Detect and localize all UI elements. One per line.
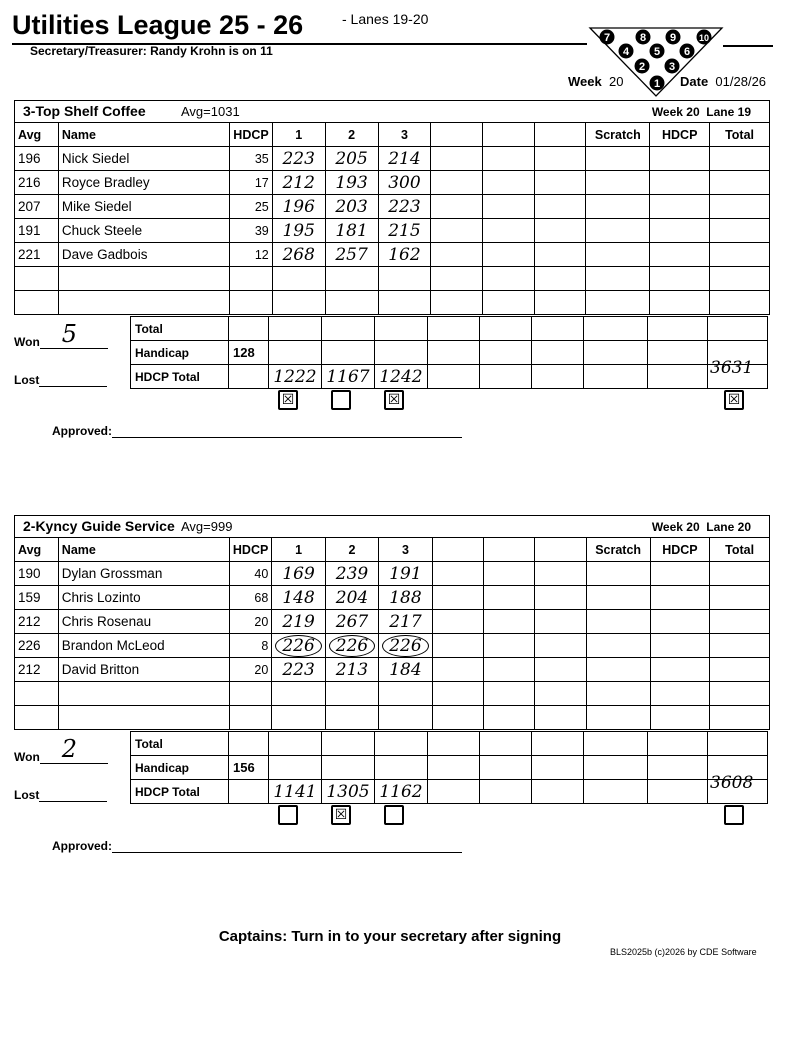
empty-cell[interactable]: [58, 682, 229, 706]
col-name: Name: [58, 538, 229, 562]
empty-cell[interactable]: [710, 706, 770, 730]
empty-cell[interactable]: [710, 219, 770, 243]
title-underline-right: [723, 45, 773, 47]
empty-cell[interactable]: [586, 267, 650, 291]
col-game-1: 1: [272, 538, 325, 562]
table-row: [15, 658, 770, 682]
game-2-score[interactable]: 193: [325, 171, 378, 195]
empty-cell[interactable]: [650, 195, 710, 219]
bowler-name: Dylan Grossman: [58, 562, 229, 586]
bowler-handicap: 20: [229, 610, 271, 634]
empty-cell[interactable]: [484, 682, 535, 706]
empty-cell[interactable]: [272, 706, 325, 730]
col-avg: Avg: [15, 123, 59, 147]
game-1-hdcp-total[interactable]: 1141: [269, 780, 322, 804]
bowler-handicap: 68: [229, 586, 271, 610]
game-2-hdcp-total[interactable]: 1305: [322, 780, 375, 804]
empty-cell[interactable]: [650, 243, 710, 267]
bowler-name: Chris Rosenau: [58, 610, 229, 634]
team-header: [14, 100, 770, 123]
game-2-score[interactable]: [325, 634, 378, 658]
empty-cell[interactable]: [535, 586, 586, 610]
empty-cell[interactable]: [325, 267, 378, 291]
total-label: Total: [131, 732, 229, 756]
empty-cell[interactable]: [535, 634, 586, 658]
empty-cell[interactable]: [710, 562, 770, 586]
empty-cell[interactable]: [535, 682, 586, 706]
empty-cell[interactable]: [15, 267, 59, 291]
game-1-score[interactable]: 148: [272, 586, 325, 610]
empty-cell[interactable]: [325, 706, 378, 730]
league-title: Utilities League 25 - 26: [12, 10, 304, 40]
empty-cell[interactable]: [534, 147, 586, 171]
week-lane: [652, 520, 751, 534]
empty-cell[interactable]: [710, 634, 770, 658]
table-row: [15, 586, 770, 610]
empty-cell[interactable]: [650, 634, 710, 658]
empty-cell[interactable]: [534, 219, 586, 243]
date-value: 01/28/26: [715, 74, 767, 89]
empty-cell[interactable]: [484, 706, 535, 730]
empty-cell[interactable]: [378, 291, 431, 315]
bowler-average: 221: [15, 243, 59, 267]
col-avg: Avg: [15, 538, 59, 562]
game-2-score[interactable]: 267: [325, 610, 378, 634]
score-table: [14, 122, 770, 315]
table-row: [15, 219, 770, 243]
empty-cell[interactable]: [586, 147, 650, 171]
approved-line: [52, 839, 462, 853]
column-header-row: [15, 123, 770, 147]
game-2-score[interactable]: 181: [325, 219, 378, 243]
bowler-handicap: 35: [230, 147, 272, 171]
empty-cell[interactable]: [230, 267, 272, 291]
total-label: Total: [131, 317, 229, 341]
col-blank: [535, 538, 586, 562]
team-name: 3-Top Shelf Coffee: [23, 103, 146, 119]
bowler-average: 190: [15, 562, 59, 586]
game-1-score[interactable]: 268: [272, 243, 325, 267]
game-2-checkbox[interactable]: ☒: [331, 805, 351, 825]
col-hdcp-total: HDCP: [650, 538, 710, 562]
approved-signature[interactable]: [112, 437, 462, 438]
empty-cell[interactable]: [15, 291, 59, 315]
team-header: [14, 515, 770, 538]
game-1-score[interactable]: [272, 634, 325, 658]
empty-cell[interactable]: [534, 291, 586, 315]
game-3-score[interactable]: 184: [379, 658, 432, 682]
lost-field: [14, 787, 107, 802]
handicap-label: Handicap: [131, 341, 229, 365]
col-blank: [483, 123, 535, 147]
bowler-average: 196: [15, 147, 59, 171]
game-2-score[interactable]: 205: [325, 147, 378, 171]
hdcp-total-label: HDCP Total: [131, 780, 229, 804]
table-row: [15, 267, 770, 291]
game-1-score[interactable]: 212: [272, 171, 325, 195]
week-lane: [652, 105, 751, 119]
week-value: 20: [608, 74, 624, 89]
empty-cell[interactable]: [586, 610, 650, 634]
game-3-score[interactable]: 162: [378, 243, 431, 267]
game-2-checkbox[interactable]: [331, 390, 351, 410]
bowler-name: Nick Siedel: [58, 147, 229, 171]
col-blank: [484, 538, 535, 562]
lanes-label: - Lanes 19-20: [342, 11, 429, 27]
hdcp-total-row: [131, 780, 768, 804]
date-label: Date: [680, 74, 709, 89]
game-2-score[interactable]: 204: [325, 586, 378, 610]
game-3-score[interactable]: 188: [379, 586, 432, 610]
empty-cell[interactable]: [586, 706, 650, 730]
pin-10: 10: [698, 33, 710, 43]
circled-score: 226: [382, 635, 428, 657]
total-checkbox[interactable]: ☒: [724, 390, 744, 410]
grand-total: 3608: [710, 773, 754, 793]
game-2-score[interactable]: 257: [325, 243, 378, 267]
total-checkbox[interactable]: [724, 805, 744, 825]
column-header-row: [15, 538, 770, 562]
empty-cell[interactable]: [58, 267, 229, 291]
pin-3: 3: [668, 61, 676, 73]
game-3-score[interactable]: 223: [378, 195, 431, 219]
empty-cell[interactable]: [483, 171, 535, 195]
empty-cell[interactable]: [15, 706, 59, 730]
bowler-handicap: 17: [230, 171, 272, 195]
empty-cell[interactable]: [431, 243, 483, 267]
empty-cell[interactable]: [483, 267, 535, 291]
bowler-handicap: 25: [230, 195, 272, 219]
game-1-checkbox[interactable]: ☒: [278, 390, 298, 410]
col-game-3: 3: [379, 538, 432, 562]
table-row: [15, 706, 770, 730]
won-input[interactable]: [40, 320, 108, 349]
approved-label: Approved:: [52, 424, 112, 438]
empty-cell[interactable]: [650, 586, 710, 610]
table-row: [15, 634, 770, 658]
totals-table: [130, 316, 768, 389]
won-value: 2: [61, 735, 78, 763]
empty-cell[interactable]: [535, 658, 586, 682]
empty-cell[interactable]: [431, 267, 483, 291]
empty-cell[interactable]: [432, 634, 483, 658]
empty-cell[interactable]: [272, 267, 325, 291]
empty-cell[interactable]: [379, 706, 432, 730]
empty-cell[interactable]: [484, 586, 535, 610]
bowler-name: Dave Gadbois: [58, 243, 229, 267]
col-game-1: 1: [272, 123, 325, 147]
empty-cell[interactable]: [431, 291, 483, 315]
pin-5: 5: [653, 46, 661, 58]
empty-cell[interactable]: [432, 610, 483, 634]
empty-cell[interactable]: [586, 634, 650, 658]
hdcp-total-label: HDCP Total: [131, 365, 229, 389]
game-3-hdcp-total[interactable]: 1162: [375, 780, 428, 804]
approved-signature[interactable]: [112, 852, 462, 853]
game-3-score[interactable]: 214: [378, 147, 431, 171]
captains-instruction: Captains: Turn in to your secretary after signing: [218, 928, 562, 945]
lost-field: [14, 372, 107, 387]
col-game-2: 2: [325, 538, 378, 562]
empty-cell[interactable]: [650, 658, 710, 682]
pin-1: 1: [653, 78, 661, 90]
empty-cell[interactable]: [710, 171, 770, 195]
handicap-row: [131, 756, 768, 780]
won-field: [14, 735, 108, 764]
copyright: BLS2025b (c)2026 by CDE Software: [610, 947, 757, 957]
bowler-handicap: 12: [230, 243, 272, 267]
total-row: [131, 317, 768, 341]
empty-cell[interactable]: [432, 562, 483, 586]
empty-cell[interactable]: [586, 171, 650, 195]
col-name: Name: [58, 123, 229, 147]
game-1-score[interactable]: 219: [272, 610, 325, 634]
empty-cell[interactable]: [710, 610, 770, 634]
empty-cell[interactable]: [534, 243, 586, 267]
col-blank: [431, 123, 483, 147]
empty-cell[interactable]: [272, 291, 325, 315]
approved-label: Approved:: [52, 839, 112, 853]
empty-cell[interactable]: [483, 219, 535, 243]
empty-cell[interactable]: [484, 634, 535, 658]
game-2-hdcp-total[interactable]: 1167: [322, 365, 375, 389]
empty-cell[interactable]: [325, 682, 378, 706]
empty-cell[interactable]: [484, 562, 535, 586]
empty-cell[interactable]: [432, 586, 483, 610]
handicap-label: Handicap: [131, 756, 229, 780]
empty-cell[interactable]: [229, 682, 271, 706]
secretary-line: Secretary/Treasurer: Randy Krohn is on 11: [30, 44, 273, 58]
empty-cell[interactable]: [650, 147, 710, 171]
hdcp-total-row: [131, 365, 768, 389]
game-3-score[interactable]: 217: [379, 610, 432, 634]
game-1-hdcp-total[interactable]: 1222: [269, 365, 322, 389]
bowler-average: 191: [15, 219, 59, 243]
bowler-average: 212: [15, 658, 59, 682]
col-hdcp: HDCP: [230, 123, 272, 147]
team-handicap: 128: [229, 341, 269, 365]
empty-cell[interactable]: [230, 291, 272, 315]
empty-cell[interactable]: [650, 706, 710, 730]
game-3-score[interactable]: [379, 634, 432, 658]
empty-cell[interactable]: [431, 219, 483, 243]
table-row: [15, 562, 770, 586]
empty-cell[interactable]: [586, 219, 650, 243]
empty-cell[interactable]: [710, 147, 770, 171]
bowler-handicap: 20: [229, 658, 271, 682]
empty-cell[interactable]: [710, 682, 770, 706]
card-lane: Lane 20: [706, 520, 751, 534]
bowler-name: Brandon McLeod: [58, 634, 229, 658]
circled-score: 226: [275, 635, 321, 657]
empty-cell[interactable]: [586, 682, 650, 706]
game-1-score[interactable]: 195: [272, 219, 325, 243]
empty-cell[interactable]: [534, 195, 586, 219]
pin-6: 6: [683, 46, 691, 58]
empty-cell[interactable]: [650, 219, 710, 243]
bowler-name: David Britton: [58, 658, 229, 682]
empty-cell[interactable]: [650, 267, 710, 291]
pin-8: 8: [639, 32, 647, 44]
col-hdcp-total: HDCP: [650, 123, 710, 147]
empty-cell[interactable]: [484, 610, 535, 634]
grand-total: 3631: [710, 358, 754, 378]
pin-2: 2: [638, 61, 646, 73]
empty-cell[interactable]: [650, 171, 710, 195]
empty-cell[interactable]: [58, 706, 229, 730]
empty-cell[interactable]: [432, 682, 483, 706]
bowler-handicap: 8: [229, 634, 271, 658]
won-field: [14, 320, 108, 349]
card-week: Week 20: [651, 520, 700, 534]
empty-cell[interactable]: [710, 658, 770, 682]
total-row: [131, 732, 768, 756]
empty-cell[interactable]: [586, 291, 650, 315]
week-field: [568, 74, 623, 89]
empty-cell[interactable]: [229, 706, 271, 730]
team-average: Avg=999: [181, 519, 233, 534]
col-scratch: Scratch: [586, 123, 650, 147]
bowler-average: 226: [15, 634, 59, 658]
game-2-score[interactable]: 213: [325, 658, 378, 682]
bowler-name: Chris Lozinto: [58, 586, 229, 610]
empty-cell[interactable]: [586, 586, 650, 610]
table-row: [15, 147, 770, 171]
game-3-score[interactable]: 300: [378, 171, 431, 195]
empty-cell[interactable]: [650, 610, 710, 634]
lost-label: Lost: [14, 373, 40, 387]
bowler-average: 216: [15, 171, 59, 195]
empty-cell[interactable]: [710, 267, 770, 291]
lost-label: Lost: [14, 788, 40, 802]
empty-cell[interactable]: [586, 195, 650, 219]
table-row: [15, 195, 770, 219]
empty-cell[interactable]: [483, 243, 535, 267]
empty-cell[interactable]: [535, 562, 586, 586]
empty-cell[interactable]: [272, 682, 325, 706]
empty-cell[interactable]: [431, 195, 483, 219]
empty-cell[interactable]: [710, 195, 770, 219]
table-row: [15, 610, 770, 634]
empty-cell[interactable]: [650, 562, 710, 586]
empty-cell[interactable]: [484, 658, 535, 682]
lost-input[interactable]: [39, 787, 107, 802]
bowler-handicap: 40: [229, 562, 271, 586]
empty-cell[interactable]: [379, 682, 432, 706]
game-3-checkbox[interactable]: [384, 805, 404, 825]
date-field: [680, 74, 766, 89]
game-2-score[interactable]: 239: [325, 562, 378, 586]
team-average: Avg=1031: [181, 104, 240, 119]
empty-cell[interactable]: [15, 682, 59, 706]
game-2-score[interactable]: 203: [325, 195, 378, 219]
empty-cell[interactable]: [431, 147, 483, 171]
bowler-name: Royce Bradley: [58, 171, 229, 195]
game-1-checkbox[interactable]: [278, 805, 298, 825]
team-handicap: 156: [229, 756, 269, 780]
pin-7: 7: [603, 32, 611, 44]
empty-cell[interactable]: [432, 658, 483, 682]
table-row: [15, 291, 770, 315]
bowler-handicap: 39: [230, 219, 272, 243]
empty-cell[interactable]: [432, 706, 483, 730]
bowler-name: Chuck Steele: [58, 219, 229, 243]
game-1-score[interactable]: 223: [272, 147, 325, 171]
empty-cell[interactable]: [483, 195, 535, 219]
won-value: 5: [61, 320, 78, 348]
pin-9: 9: [669, 32, 677, 44]
totals-table: [130, 731, 768, 804]
lost-input[interactable]: [39, 372, 107, 387]
bowler-name: Mike Siedel: [58, 195, 229, 219]
game-1-score[interactable]: 223: [272, 658, 325, 682]
week-label: Week: [568, 74, 602, 89]
empty-cell[interactable]: [710, 291, 770, 315]
won-label: Won: [14, 750, 40, 764]
empty-cell[interactable]: [710, 243, 770, 267]
game-3-checkbox[interactable]: ☒: [384, 390, 404, 410]
pin-4: 4: [622, 46, 630, 58]
game-3-score[interactable]: 215: [378, 219, 431, 243]
game-1-score[interactable]: 169: [272, 562, 325, 586]
col-hdcp: HDCP: [229, 538, 271, 562]
game-3-score[interactable]: 191: [379, 562, 432, 586]
card-week: Week 20: [651, 105, 700, 119]
bowler-average: 212: [15, 610, 59, 634]
handicap-row: [131, 341, 768, 365]
won-input[interactable]: [40, 735, 108, 764]
approved-line: [52, 424, 462, 438]
empty-cell[interactable]: [378, 267, 431, 291]
score-table: [14, 537, 770, 730]
table-row: [15, 171, 770, 195]
empty-cell[interactable]: [586, 658, 650, 682]
col-game-2: 2: [325, 123, 378, 147]
game-3-hdcp-total[interactable]: 1242: [375, 365, 428, 389]
empty-cell[interactable]: [586, 243, 650, 267]
empty-cell[interactable]: [483, 291, 535, 315]
empty-cell[interactable]: [650, 291, 710, 315]
empty-cell[interactable]: [325, 291, 378, 315]
col-scratch: Scratch: [586, 538, 650, 562]
team-name: 2-Kyncy Guide Service: [23, 518, 175, 534]
col-total: Total: [710, 538, 770, 562]
empty-cell[interactable]: [534, 267, 586, 291]
empty-cell[interactable]: [431, 171, 483, 195]
empty-cell[interactable]: [586, 562, 650, 586]
bowler-average: 207: [15, 195, 59, 219]
empty-cell[interactable]: [650, 682, 710, 706]
empty-cell[interactable]: [534, 171, 586, 195]
empty-cell[interactable]: [483, 147, 535, 171]
col-blank: [534, 123, 586, 147]
empty-cell[interactable]: [535, 706, 586, 730]
col-blank: [432, 538, 483, 562]
col-game-3: 3: [378, 123, 431, 147]
card-lane: Lane 19: [706, 105, 751, 119]
table-row: [15, 682, 770, 706]
empty-cell[interactable]: [58, 291, 229, 315]
empty-cell[interactable]: [710, 586, 770, 610]
bowler-average: 159: [15, 586, 59, 610]
table-row: [15, 243, 770, 267]
circled-score: 226: [329, 635, 375, 657]
game-1-score[interactable]: 196: [272, 195, 325, 219]
won-label: Won: [14, 335, 40, 349]
col-total: Total: [710, 123, 770, 147]
empty-cell[interactable]: [535, 610, 586, 634]
